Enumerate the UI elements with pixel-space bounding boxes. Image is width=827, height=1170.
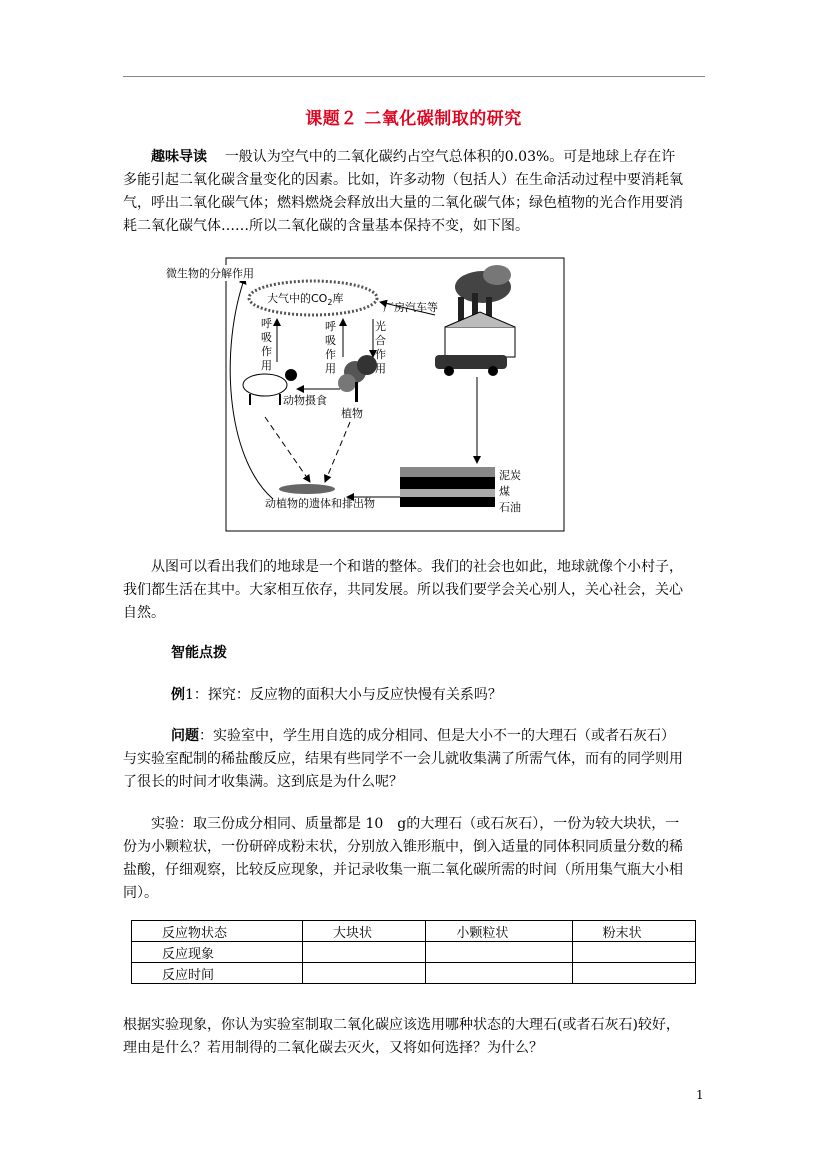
respiration-animal-1: 呼 bbox=[261, 317, 272, 330]
respiration-animal-2: 吸 bbox=[261, 331, 272, 344]
header-powder: 粉末状 bbox=[572, 921, 695, 942]
plant-icon bbox=[338, 355, 377, 402]
experiment-line-1: 实验：取三份成分相同、质量都是 10 g的大理石（或石灰石），一份为较大块状，一 bbox=[151, 816, 680, 832]
harmony-line-1: 从图可以看出我们的地球是一个和谐的整体。我们的社会也如此，地球就像个小村子， bbox=[151, 559, 683, 575]
intro-line-1: 一般认为空气中的二氧化碳约占空气总体积的0.03%。可是地球上存在许 bbox=[224, 149, 676, 165]
respiration-plant-3: 作 bbox=[325, 348, 336, 361]
problem-line-2: 与实验室配制的稀盐酸反应，结果有些同学不一会儿就收集满了所需气体，而有的同学则用 bbox=[123, 751, 683, 767]
carbon-cycle-diagram bbox=[225, 257, 565, 532]
page-title: 课题２ 二氧化碳制取的研究 bbox=[305, 109, 522, 129]
intro-line-4: 耗二氧化碳气体……所以二氧化碳的含量基本保持不变，如下图。 bbox=[123, 218, 529, 234]
conclusion-line-1: 根据实验现象，你认为实验室制取二氧化碳应该选用哪种状态的大理石(或者石灰石)较好， bbox=[123, 1017, 680, 1033]
problem-line-3: 了很长的时间才收集满。这到底是为什么呢？ bbox=[123, 774, 403, 790]
header-large: 大块状 bbox=[303, 921, 426, 942]
table-cell bbox=[303, 963, 426, 984]
row-phenomenon-label: 反应现象 bbox=[132, 942, 303, 963]
header-rule bbox=[123, 76, 705, 77]
table-row bbox=[132, 942, 696, 963]
respiration-animal-3: 作 bbox=[261, 345, 272, 358]
conclusion-paragraph bbox=[123, 1014, 707, 1060]
header-state: 反应物状态 bbox=[132, 921, 303, 942]
remains-pile bbox=[279, 484, 335, 494]
photosynthesis-2: 合 bbox=[375, 334, 386, 347]
row-time-label: 反应时间 bbox=[132, 963, 303, 984]
respiration-plant-2: 吸 bbox=[325, 334, 336, 347]
animal-eat-label: 动物摄食 bbox=[283, 394, 327, 407]
fossil-peat: 泥炭 bbox=[499, 469, 521, 482]
photosynthesis-4: 用 bbox=[375, 362, 386, 375]
experiment-paragraph bbox=[123, 813, 707, 905]
problem-label: 问题 bbox=[171, 728, 199, 744]
table-row bbox=[132, 963, 696, 984]
table-cell bbox=[572, 963, 695, 984]
table-header-row bbox=[132, 921, 696, 942]
plant-label: 植物 bbox=[341, 407, 363, 420]
experiment-line-4: 同）。 bbox=[123, 885, 158, 901]
respiration-plant-1: 呼 bbox=[325, 320, 336, 333]
harmony-line-3: 自然。 bbox=[123, 605, 165, 621]
header-granule: 小颗粒状 bbox=[426, 921, 572, 942]
example-number: 1 bbox=[185, 687, 194, 703]
example-text: ：探究：反应物的面积大小与反应快慢有关系吗？ bbox=[193, 687, 502, 703]
harmony-line-2: 我们都生活在其中。大家相互依存，共同发展。所以我们要学会关心别人，关心社会，关心 bbox=[123, 582, 683, 598]
experiment-table bbox=[131, 920, 696, 984]
table-cell bbox=[572, 942, 695, 963]
page-number: 1 bbox=[696, 1088, 704, 1102]
problem-paragraph bbox=[123, 725, 707, 794]
factory-icon bbox=[435, 265, 515, 376]
section-heading: 智能点拨 bbox=[171, 645, 227, 661]
experiment-line-2: 份为小颗粒状，一份研碎成粉末状，分别放入锥形瓶中，倒入适量的同体积同质量分数的稀 bbox=[123, 839, 683, 855]
intro-line-2: 多能引起二氧化碳含量变化的因素。比如，许多动物（包括人）在生命活动过程中要消耗氧 bbox=[123, 172, 683, 188]
example-label: 例 bbox=[171, 687, 185, 703]
harmony-paragraph bbox=[123, 556, 707, 625]
fossil-oil: 石油 bbox=[499, 501, 521, 514]
intro-label: 趣味导读 bbox=[151, 149, 207, 165]
table-cell bbox=[426, 942, 572, 963]
photosynthesis-3: 作 bbox=[375, 348, 386, 361]
experiment-line-3: 盐酸，仔细观察，比较反应现象，并记录收集一瓶二氧化碳所需的时间（所用集气瓶大小相 bbox=[123, 862, 683, 878]
factory-label: 厂房汽车等 bbox=[383, 301, 438, 314]
example-line bbox=[171, 684, 502, 707]
fossil-coal: 煤 bbox=[499, 485, 510, 498]
intro-paragraph bbox=[123, 146, 707, 238]
decomposition-caption: 微生物的分解作用 bbox=[166, 267, 254, 280]
atmosphere-label: 大气中的$CO_2$库 bbox=[267, 292, 344, 307]
remains-label: 动植物的遗体和排出物 bbox=[265, 497, 375, 510]
intro-line-3: 气，呼出二氧化碳气体；燃料燃烧会释放出大量的二氧化碳气体；绿色植物的光合作用要消 bbox=[123, 195, 683, 211]
fossil-strata-icon bbox=[400, 467, 495, 507]
table-cell bbox=[426, 963, 572, 984]
respiration-plant-4: 用 bbox=[325, 362, 336, 375]
photosynthesis-1: 光 bbox=[375, 320, 386, 333]
conclusion-line-2: 理由是什么？若用制得的二氧化碳去灭火，又将如何选择？为什么？ bbox=[123, 1040, 543, 1056]
problem-line-1: ：实验室中，学生用自选的成分相同、但是大小不一的大理石（或者石灰石） bbox=[199, 728, 675, 744]
table-cell bbox=[303, 942, 426, 963]
respiration-animal-4: 用 bbox=[261, 359, 272, 372]
